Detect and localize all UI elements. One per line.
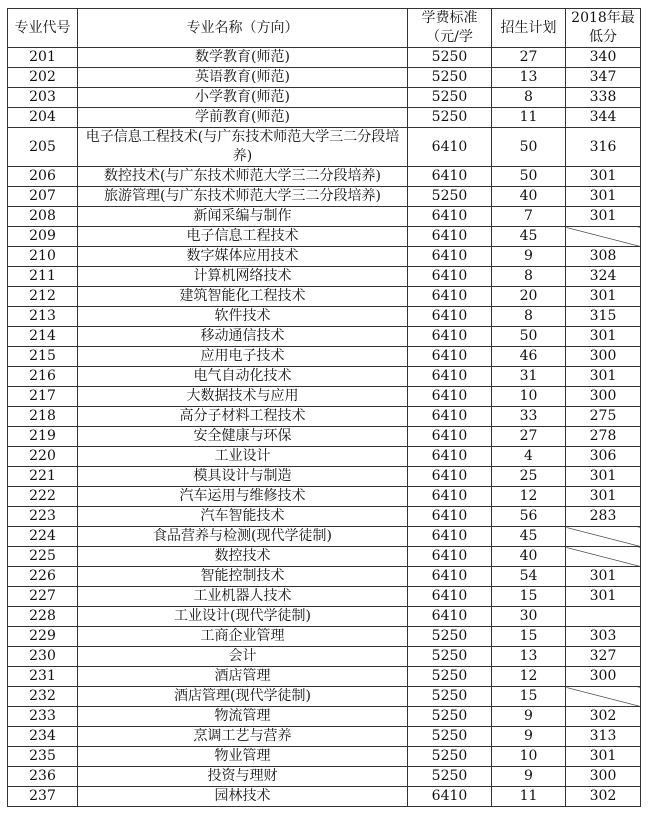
cell-fee: 5250 — [408, 667, 492, 687]
cell-plan: 33 — [492, 407, 566, 427]
cell-code: 206 — [8, 167, 78, 187]
cell-plan: 27 — [492, 427, 566, 447]
cell-fee: 5250 — [408, 647, 492, 667]
cell-name: 投资与理财 — [78, 767, 408, 787]
table-row — [8, 187, 641, 207]
cell-code: 201 — [8, 48, 78, 68]
cell-min-score: 275 — [566, 407, 641, 427]
cell-plan: 4 — [492, 447, 566, 467]
table-row — [8, 347, 641, 367]
cell-code: 229 — [8, 627, 78, 647]
cell-name: 酒店管理(现代学徒制) — [78, 687, 408, 707]
cell-fee: 6410 — [408, 407, 492, 427]
table-row — [8, 367, 641, 387]
cell-min-score: 301 — [566, 287, 641, 307]
cell-code: 207 — [8, 187, 78, 207]
cell-name: 汽车运用与维修技术 — [78, 487, 408, 507]
cell-code: 215 — [8, 347, 78, 367]
cell-fee: 6410 — [408, 527, 492, 547]
cell-min-score: 306 — [566, 447, 641, 467]
cell-name: 移动通信技术 — [78, 327, 408, 347]
cell-code: 234 — [8, 727, 78, 747]
cell-code: 225 — [8, 547, 78, 567]
cell-plan: 12 — [492, 667, 566, 687]
header-name: 专业名称（方向） — [78, 9, 408, 48]
cell-code: 224 — [8, 527, 78, 547]
cell-fee: 6410 — [408, 327, 492, 347]
table-row — [8, 767, 641, 787]
cell-code: 205 — [8, 128, 78, 167]
cell-name: 酒店管理 — [78, 667, 408, 687]
cell-min-score: 302 — [566, 787, 641, 807]
cell-name: 学前教育(师范) — [78, 108, 408, 128]
table-row — [8, 787, 641, 807]
cell-code: 227 — [8, 587, 78, 607]
cell-plan: 45 — [492, 227, 566, 247]
cell-min-score: 338 — [566, 88, 641, 108]
table-row — [8, 547, 641, 567]
header-code: 专业代号 — [8, 9, 78, 48]
cell-fee: 6410 — [408, 387, 492, 407]
cell-code: 228 — [8, 607, 78, 627]
table-header — [8, 9, 641, 48]
table-row — [8, 607, 641, 627]
header-min-score: 2018年最低分 — [566, 9, 641, 48]
cell-plan: 50 — [492, 128, 566, 167]
cell-fee: 6410 — [408, 287, 492, 307]
cell-name: 安全健康与环保 — [78, 427, 408, 447]
cell-plan: 12 — [492, 487, 566, 507]
cell-code: 212 — [8, 287, 78, 307]
cell-name: 工业设计 — [78, 447, 408, 467]
table-row — [8, 707, 641, 727]
cell-min-score: 283 — [566, 507, 641, 527]
cell-min-score: 308 — [566, 247, 641, 267]
cell-name: 会计 — [78, 647, 408, 667]
cell-code: 235 — [8, 747, 78, 767]
cell-code: 231 — [8, 667, 78, 687]
cell-plan: 40 — [492, 547, 566, 567]
cell-min-score-empty-slash — [566, 687, 641, 707]
cell-name: 数控技术(与广东技术师范大学三二分段培养) — [78, 167, 408, 187]
cell-plan: 9 — [492, 767, 566, 787]
cell-fee: 6410 — [408, 447, 492, 467]
cell-plan: 8 — [492, 267, 566, 287]
table-row — [8, 447, 641, 467]
table-row — [8, 108, 641, 128]
cell-code: 232 — [8, 687, 78, 707]
cell-plan: 15 — [492, 627, 566, 647]
cell-min-score: 327 — [566, 647, 641, 667]
header-plan: 招生计划 — [492, 9, 566, 48]
table-row — [8, 48, 641, 68]
table-row — [8, 527, 641, 547]
cell-name: 烹调工艺与营养 — [78, 727, 408, 747]
cell-min-score: 301 — [566, 187, 641, 207]
table-row — [8, 667, 641, 687]
cell-fee: 6410 — [408, 167, 492, 187]
cell-fee: 5250 — [408, 48, 492, 68]
cell-min-score: 324 — [566, 267, 641, 287]
cell-fee: 5250 — [408, 187, 492, 207]
cell-name: 建筑智能化工程技术 — [78, 287, 408, 307]
cell-plan: 10 — [492, 387, 566, 407]
cell-min-score: 301 — [566, 567, 641, 587]
cell-code: 222 — [8, 487, 78, 507]
cell-plan: 50 — [492, 327, 566, 347]
cell-fee: 6410 — [408, 247, 492, 267]
cell-plan: 15 — [492, 587, 566, 607]
cell-fee: 6410 — [408, 487, 492, 507]
cell-plan: 25 — [492, 467, 566, 487]
cell-min-score: 300 — [566, 387, 641, 407]
cell-plan: 7 — [492, 207, 566, 227]
cell-min-score: 340 — [566, 48, 641, 68]
cell-plan: 9 — [492, 727, 566, 747]
cell-code: 208 — [8, 207, 78, 227]
cell-name: 工业设计(现代学徒制) — [78, 607, 408, 627]
cell-name: 智能控制技术 — [78, 567, 408, 587]
cell-fee: 5250 — [408, 747, 492, 767]
cell-code: 218 — [8, 407, 78, 427]
table-body — [8, 48, 641, 807]
admission-plan-table-container — [7, 8, 641, 807]
cell-fee: 6410 — [408, 427, 492, 447]
table-row — [8, 307, 641, 327]
cell-code: 230 — [8, 647, 78, 667]
cell-code: 220 — [8, 447, 78, 467]
cell-name: 汽车智能技术 — [78, 507, 408, 527]
cell-fee: 6410 — [408, 567, 492, 587]
cell-fee: 6410 — [408, 587, 492, 607]
cell-plan: 50 — [492, 167, 566, 187]
table-row — [8, 627, 641, 647]
admission-plan-table — [7, 8, 641, 807]
cell-code: 217 — [8, 387, 78, 407]
cell-fee: 5250 — [408, 627, 492, 647]
cell-name: 数字媒体应用技术 — [78, 247, 408, 267]
cell-fee: 5250 — [408, 108, 492, 128]
cell-min-score-empty-slash — [566, 227, 641, 247]
cell-min-score-empty-slash — [566, 547, 641, 567]
table-row — [8, 267, 641, 287]
cell-name: 软件技术 — [78, 307, 408, 327]
cell-name: 电子信息工程技术 — [78, 227, 408, 247]
table-row — [8, 88, 641, 108]
cell-plan: 9 — [492, 247, 566, 267]
cell-plan: 56 — [492, 507, 566, 527]
cell-min-score: 301 — [566, 167, 641, 187]
cell-min-score: 302 — [566, 707, 641, 727]
cell-min-score: 300 — [566, 767, 641, 787]
table-row — [8, 247, 641, 267]
cell-min-score — [566, 607, 641, 627]
table-row — [8, 467, 641, 487]
cell-fee: 6410 — [408, 607, 492, 627]
cell-code: 223 — [8, 507, 78, 527]
cell-min-score: 300 — [566, 667, 641, 687]
cell-fee: 5250 — [408, 687, 492, 707]
cell-fee: 5250 — [408, 68, 492, 88]
cell-name: 物业管理 — [78, 747, 408, 767]
table-row — [8, 567, 641, 587]
cell-code: 216 — [8, 367, 78, 387]
cell-fee: 6410 — [408, 227, 492, 247]
table-row — [8, 327, 641, 347]
cell-plan: 8 — [492, 307, 566, 327]
table-row — [8, 427, 641, 447]
cell-plan: 13 — [492, 647, 566, 667]
cell-plan: 10 — [492, 747, 566, 767]
table-row — [8, 207, 641, 227]
cell-code: 203 — [8, 88, 78, 108]
cell-min-score: 344 — [566, 108, 641, 128]
table-row — [8, 747, 641, 767]
cell-name: 电子信息工程技术(与广东技术师范大学三二分段培养) — [78, 128, 408, 167]
table-row — [8, 487, 641, 507]
cell-name: 数学教育(师范) — [78, 48, 408, 68]
cell-fee: 5250 — [408, 707, 492, 727]
table-row — [8, 387, 641, 407]
cell-min-score: 301 — [566, 487, 641, 507]
cell-name: 模具设计与制造 — [78, 467, 408, 487]
cell-code: 226 — [8, 567, 78, 587]
cell-name: 大数据技术与应用 — [78, 387, 408, 407]
cell-fee: 6410 — [408, 128, 492, 167]
cell-name: 应用电子技术 — [78, 347, 408, 367]
table-row — [8, 647, 641, 667]
cell-min-score: 301 — [566, 747, 641, 767]
cell-code: 202 — [8, 68, 78, 88]
cell-plan: 9 — [492, 707, 566, 727]
cell-name: 计算机网络技术 — [78, 267, 408, 287]
cell-plan: 11 — [492, 108, 566, 128]
cell-fee: 6410 — [408, 307, 492, 327]
cell-code: 236 — [8, 767, 78, 787]
cell-min-score: 303 — [566, 627, 641, 647]
cell-fee: 6410 — [408, 787, 492, 807]
table-row — [8, 407, 641, 427]
cell-code: 211 — [8, 267, 78, 287]
cell-min-score: 316 — [566, 128, 641, 167]
cell-fee: 6410 — [408, 347, 492, 367]
cell-min-score: 313 — [566, 727, 641, 747]
cell-min-score: 347 — [566, 68, 641, 88]
cell-name: 工业机器人技术 — [78, 587, 408, 607]
table-row — [8, 128, 641, 167]
table-row — [8, 68, 641, 88]
cell-fee: 6410 — [408, 507, 492, 527]
cell-code: 210 — [8, 247, 78, 267]
cell-plan: 8 — [492, 88, 566, 108]
cell-fee: 6410 — [408, 547, 492, 567]
header-row — [8, 9, 641, 48]
cell-plan: 11 — [492, 787, 566, 807]
cell-plan: 45 — [492, 527, 566, 547]
cell-code: 219 — [8, 427, 78, 447]
cell-min-score: 300 — [566, 347, 641, 367]
cell-plan: 27 — [492, 48, 566, 68]
cell-fee: 5250 — [408, 767, 492, 787]
table-row — [8, 507, 641, 527]
cell-name: 新闻采编与制作 — [78, 207, 408, 227]
cell-code: 214 — [8, 327, 78, 347]
cell-fee: 5250 — [408, 88, 492, 108]
cell-plan: 54 — [492, 567, 566, 587]
cell-min-score: 315 — [566, 307, 641, 327]
cell-plan: 15 — [492, 687, 566, 707]
cell-fee: 5250 — [408, 727, 492, 747]
cell-name: 电气自动化技术 — [78, 367, 408, 387]
cell-name: 小学教育(师范) — [78, 88, 408, 108]
cell-name: 园林技术 — [78, 787, 408, 807]
cell-min-score: 301 — [566, 467, 641, 487]
table-row — [8, 227, 641, 247]
table-row — [8, 287, 641, 307]
cell-code: 233 — [8, 707, 78, 727]
table-row — [8, 587, 641, 607]
cell-plan: 20 — [492, 287, 566, 307]
table-row — [8, 727, 641, 747]
cell-fee: 6410 — [408, 467, 492, 487]
cell-fee: 6410 — [408, 207, 492, 227]
cell-name: 食品营养与检测(现代学徒制) — [78, 527, 408, 547]
header-fee: 学费标准（元/学 — [408, 9, 492, 48]
cell-fee: 6410 — [408, 267, 492, 287]
cell-plan: 46 — [492, 347, 566, 367]
cell-min-score: 301 — [566, 587, 641, 607]
cell-fee: 6410 — [408, 367, 492, 387]
cell-plan: 40 — [492, 187, 566, 207]
cell-code: 237 — [8, 787, 78, 807]
cell-name: 高分子材料工程技术 — [78, 407, 408, 427]
cell-min-score: 301 — [566, 367, 641, 387]
cell-code: 221 — [8, 467, 78, 487]
cell-plan: 30 — [492, 607, 566, 627]
cell-min-score: 301 — [566, 327, 641, 347]
cell-min-score: 278 — [566, 427, 641, 447]
cell-plan: 13 — [492, 68, 566, 88]
cell-plan: 31 — [492, 367, 566, 387]
cell-code: 204 — [8, 108, 78, 128]
cell-name: 旅游管理(与广东技术师范大学三二分段培养) — [78, 187, 408, 207]
cell-code: 213 — [8, 307, 78, 327]
table-row — [8, 687, 641, 707]
cell-name: 数控技术 — [78, 547, 408, 567]
cell-name: 工商企业管理 — [78, 627, 408, 647]
cell-min-score: 301 — [566, 207, 641, 227]
cell-name: 物流管理 — [78, 707, 408, 727]
cell-name: 英语教育(师范) — [78, 68, 408, 88]
cell-min-score-empty-slash — [566, 527, 641, 547]
cell-code: 209 — [8, 227, 78, 247]
table-row — [8, 167, 641, 187]
